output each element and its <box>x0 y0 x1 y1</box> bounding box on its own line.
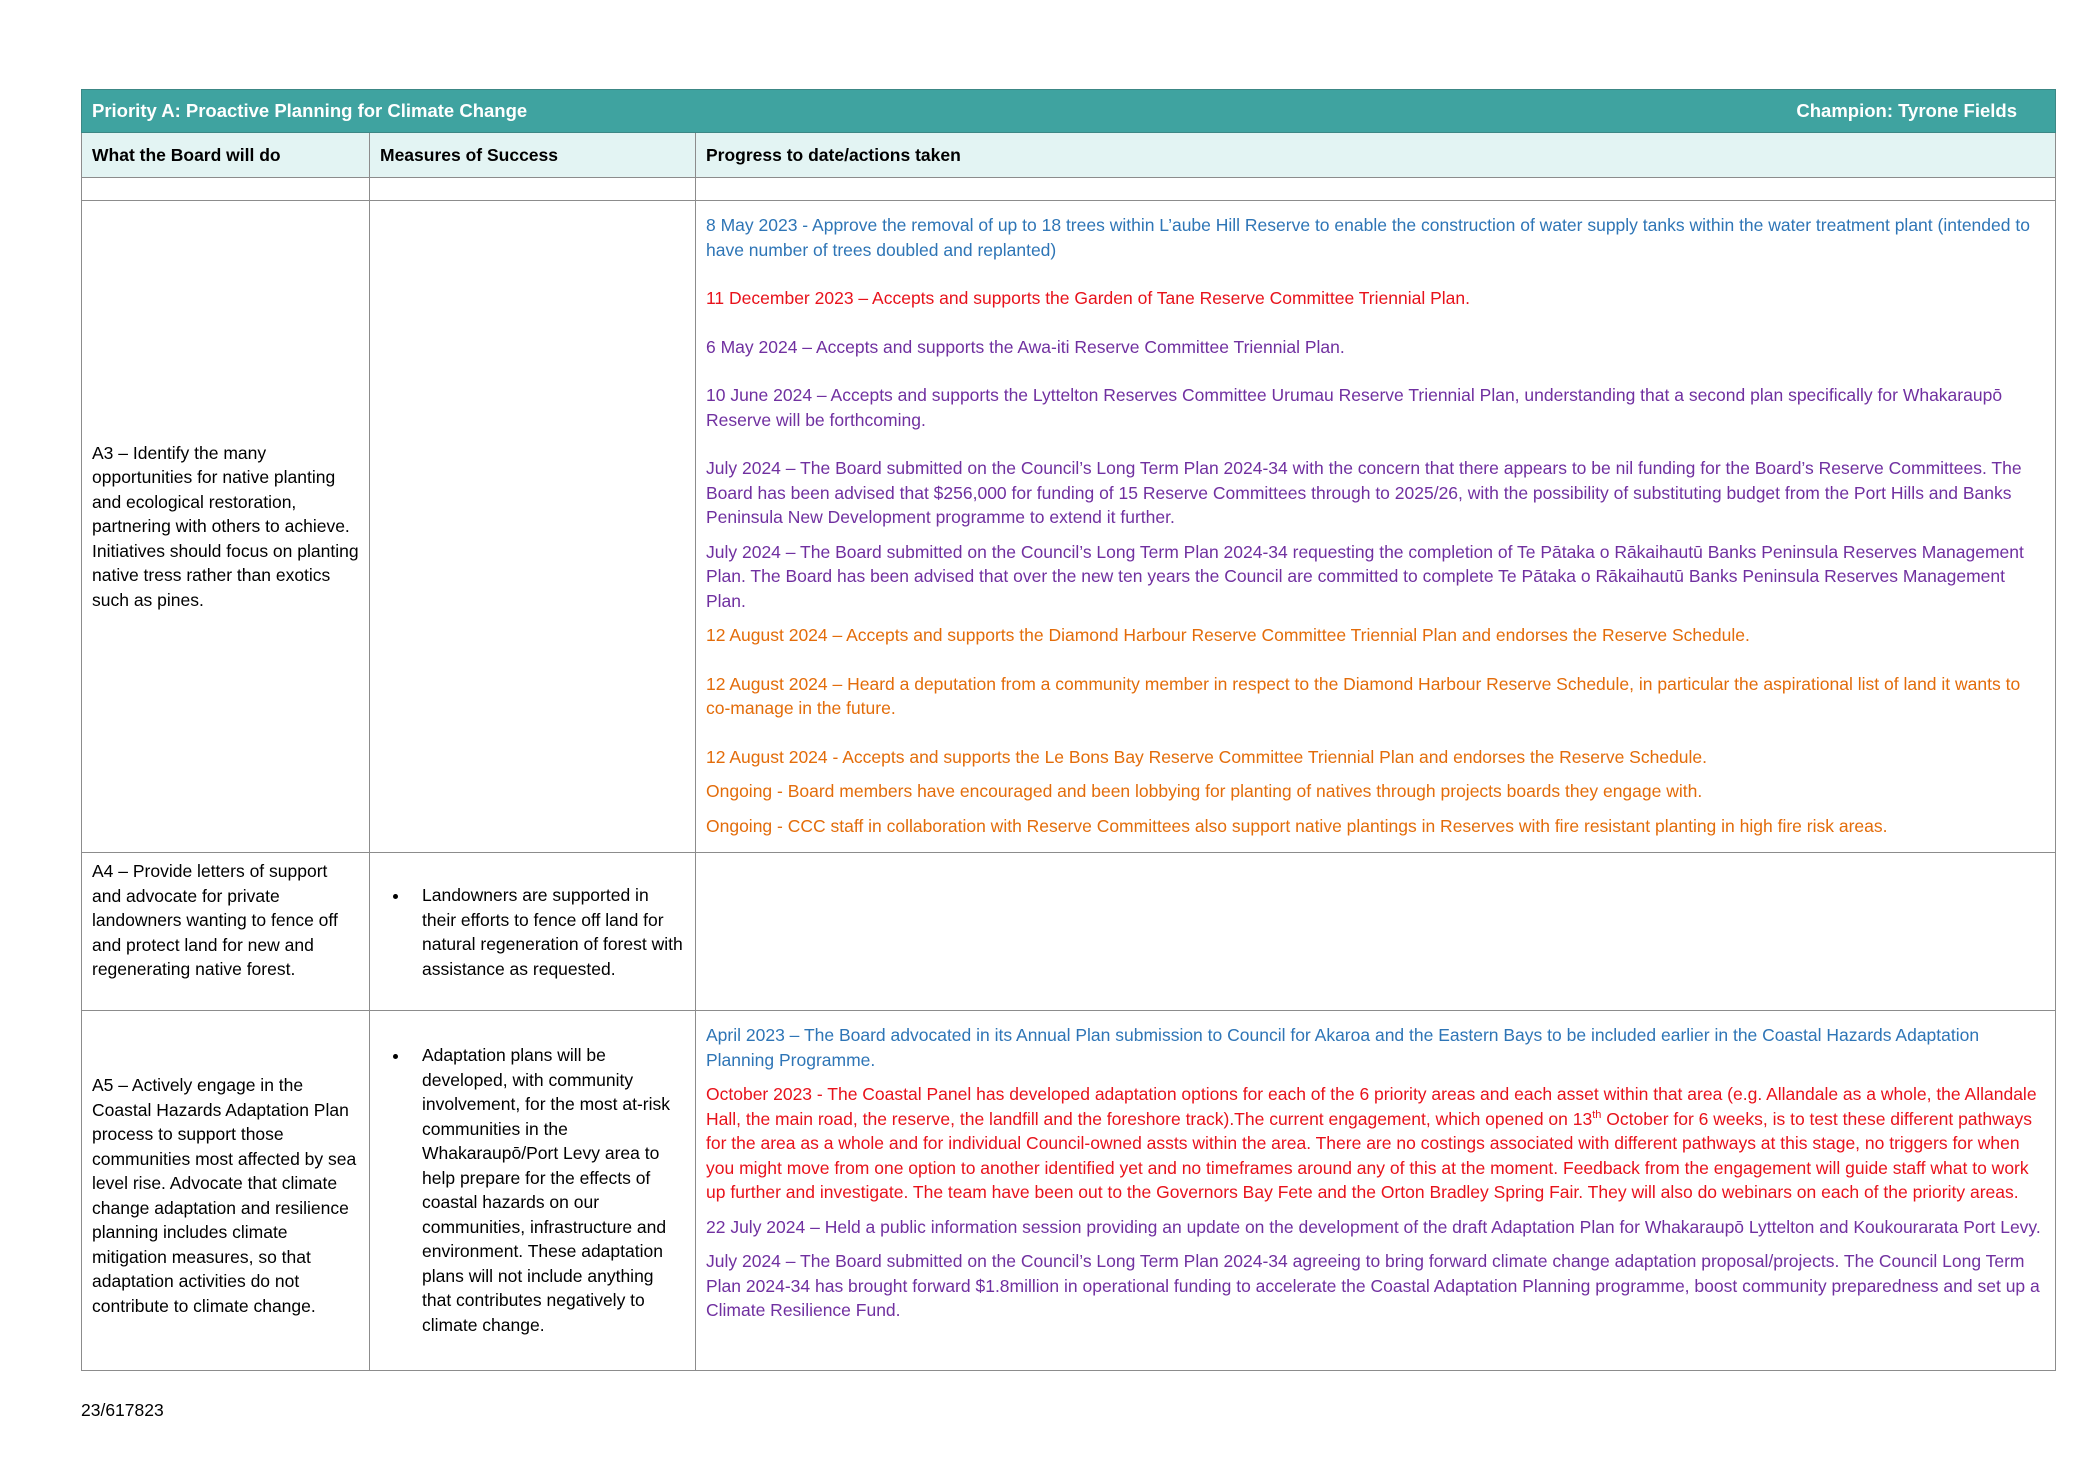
progress-entry: 6 May 2024 – Accepts and supports the Awa-iti Reserve Committee Triennial Plan. <box>706 336 1345 357</box>
measures-cell-a5 <box>370 1011 696 1371</box>
progress-entry: 10 June 2024 – Accepts and supports the Lyttelton Reserves Committee Urumau Reserve Triennial Plan, understanding that a second plan specifically for Whakaraupō Reserve will be forthcoming. <box>706 385 2003 430</box>
priority-a-table <box>81 89 2056 1371</box>
progress-entry: 12 August 2024 - Accepts and supports the Le Bons Bay Reserve Committee Triennial Plan and endorses the Reserve Schedule. <box>706 746 1708 767</box>
progress-entry: 8 May 2023 - Approve the removal of up to 18 trees within L’aube Hill Reserve to enable the construction of water supply tanks within the water treatment plant (intended to have number of trees doubled and replanted) <box>706 215 2030 260</box>
what-cell-a4: A4 – Provide letters of support and advocate for private landowners wanting to fence off and protect land for new and regenerating native forest. <box>82 853 370 1011</box>
progress-entry: 11 December 2023 – Accepts and supports the Garden of Tane Reserve Committee Triennial Plan. <box>706 288 1470 308</box>
progress-entry: July 2024 – The Board submitted on the Council’s Long Term Plan 2024-34 with the concern that there appears to be nil funding for the Board’s Reserve Committees. The Board has been advised that $256,000 for funding of 15 Reserve Committees through to 2025/26, with the possibility of substituting budget from the Port Hills and Banks Peninsula New Development programme to extend it further. <box>706 458 2022 527</box>
progress-entry: October 2023 - The Coastal Panel has developed adaptation options for each of the 6 priority areas and each asset within that area (e.g. Allandale as a whole, the Allandale Hall, the main road, the reserve, the landfill and the foreshore track).The current engagement, which opened on 13th October for 6 weeks, is to test these different pathways for the area as a whole and for individual Council-owned assts within the area. There are no costings associated with different pathways at this stage, no triggers for when you might move from one option to another identified yet and no timeframes around any of this at the moment. Feedback from the engagement will guide staff what to work up further and investigate. The team have been out to the Governors Bay Fete and the Orton Bradley Spring Fair. They will also do webinars on each of the priority areas. <box>706 1084 2037 1202</box>
column-header-progress: Progress to date/actions taken <box>696 133 2056 178</box>
measure-item: • Adaptation plans will be developed, with community involvement, for the most at-risk communities in the Whakaraupō/Port Levy area to help prepare for the effects of coastal hazards on our communities, infrastructure and environment. These adaptation plans will not include anything that contributes negatively to climate change. <box>410 1043 685 1337</box>
what-cell-a3: A3 – Identify the many opportunities for native planting and ecological restoration, partnering with others to achieve. Initiatives should focus on planting native tress rather than exotics such as pines. <box>82 201 370 853</box>
priority-title-row <box>82 90 2056 133</box>
progress-entry: July 2024 – The Board submitted on the Council’s Long Term Plan 2024-34 agreeing to bring forward climate change adaptation proposal/projects. The Council Long Term Plan 2024-34 has brought forward $1.8million in operational funding to accelerate the Coastal Adaptation Planning programme, boost community preparedness and set up a Climate Resilience Fund. <box>706 1251 2040 1320</box>
table-row-a5 <box>82 1011 2056 1371</box>
progress-entry: July 2024 – The Board submitted on the Council’s Long Term Plan 2024-34 requesting the completion of Te Pātaka o Rākaihautū Banks Peninsula Reserves Management Plan. The Board has been advised that over the new ten years the Council are committed to complete Te Pātaka o Rākaihautū Banks Peninsula Reserves Management Plan. <box>706 541 2024 611</box>
measure-item: • Landowners are supported in their efforts to fence off land for natural regeneration of forest with assistance as requested. <box>410 883 685 981</box>
column-header-row <box>82 133 2056 178</box>
measures-cell-a3 <box>370 201 696 853</box>
progress-cell-a5 <box>696 1011 2056 1371</box>
progress-entry: Ongoing - CCC staff in collaboration with Reserve Committees also support native plantings in Reserves with fire resistant planting in high fire risk areas. <box>706 815 1888 836</box>
measures-cell-a4 <box>370 853 696 1011</box>
column-header-what: What the Board will do <box>82 133 370 178</box>
progress-cell-a3 <box>696 201 2056 853</box>
progress-entry: 12 August 2024 – Accepts and supports the Diamond Harbour Reserve Committee Triennial Plan and endorses the Reserve Schedule. <box>706 625 1750 645</box>
document-reference: 23/617823 <box>81 1400 164 1420</box>
progress-entry: 12 August 2024 – Heard a deputation from a community member in respect to the Diamond Harbour Reserve Schedule, in particular the aspirational list of land it wants to co-manage in the future. <box>706 673 2021 718</box>
progress-entry: April 2023 – The Board advocated in its Annual Plan submission to Council for Akaroa and the Eastern Bays to be included earlier in the Coastal Hazards Adaptation Planning Programme. <box>706 1025 1980 1070</box>
table-row-a3 <box>82 201 2056 853</box>
champion-label: Champion: Tyrone Fields <box>1796 99 2018 121</box>
progress-entry: 22 July 2024 – Held a public information session providing an update on the development of the draft Adaptation Plan for Whakaraupō Lyttelton and Koukourarata Port Levy. <box>706 1216 2041 1237</box>
spacer-row <box>82 178 2056 201</box>
what-cell-a5: A5 – Actively engage in the Coastal Hazards Adaptation Plan process to support those communities most affected by sea level rise. Advocate that climate change adaptation and resilience planning includes climate mitigation measures, so that adaptation activities do not contribute to climate change. <box>82 1011 370 1371</box>
table-row-a4 <box>82 853 2056 1011</box>
column-header-measures: Measures of Success <box>370 133 696 178</box>
progress-cell-a4 <box>696 853 2056 1011</box>
priority-title-cell <box>82 90 2056 133</box>
priority-title: Priority A: Proactive Planning for Climate Change <box>92 99 528 121</box>
progress-entry: Ongoing - Board members have encouraged and been lobbying for planting of natives through projects boards they engage with. <box>706 781 1703 801</box>
